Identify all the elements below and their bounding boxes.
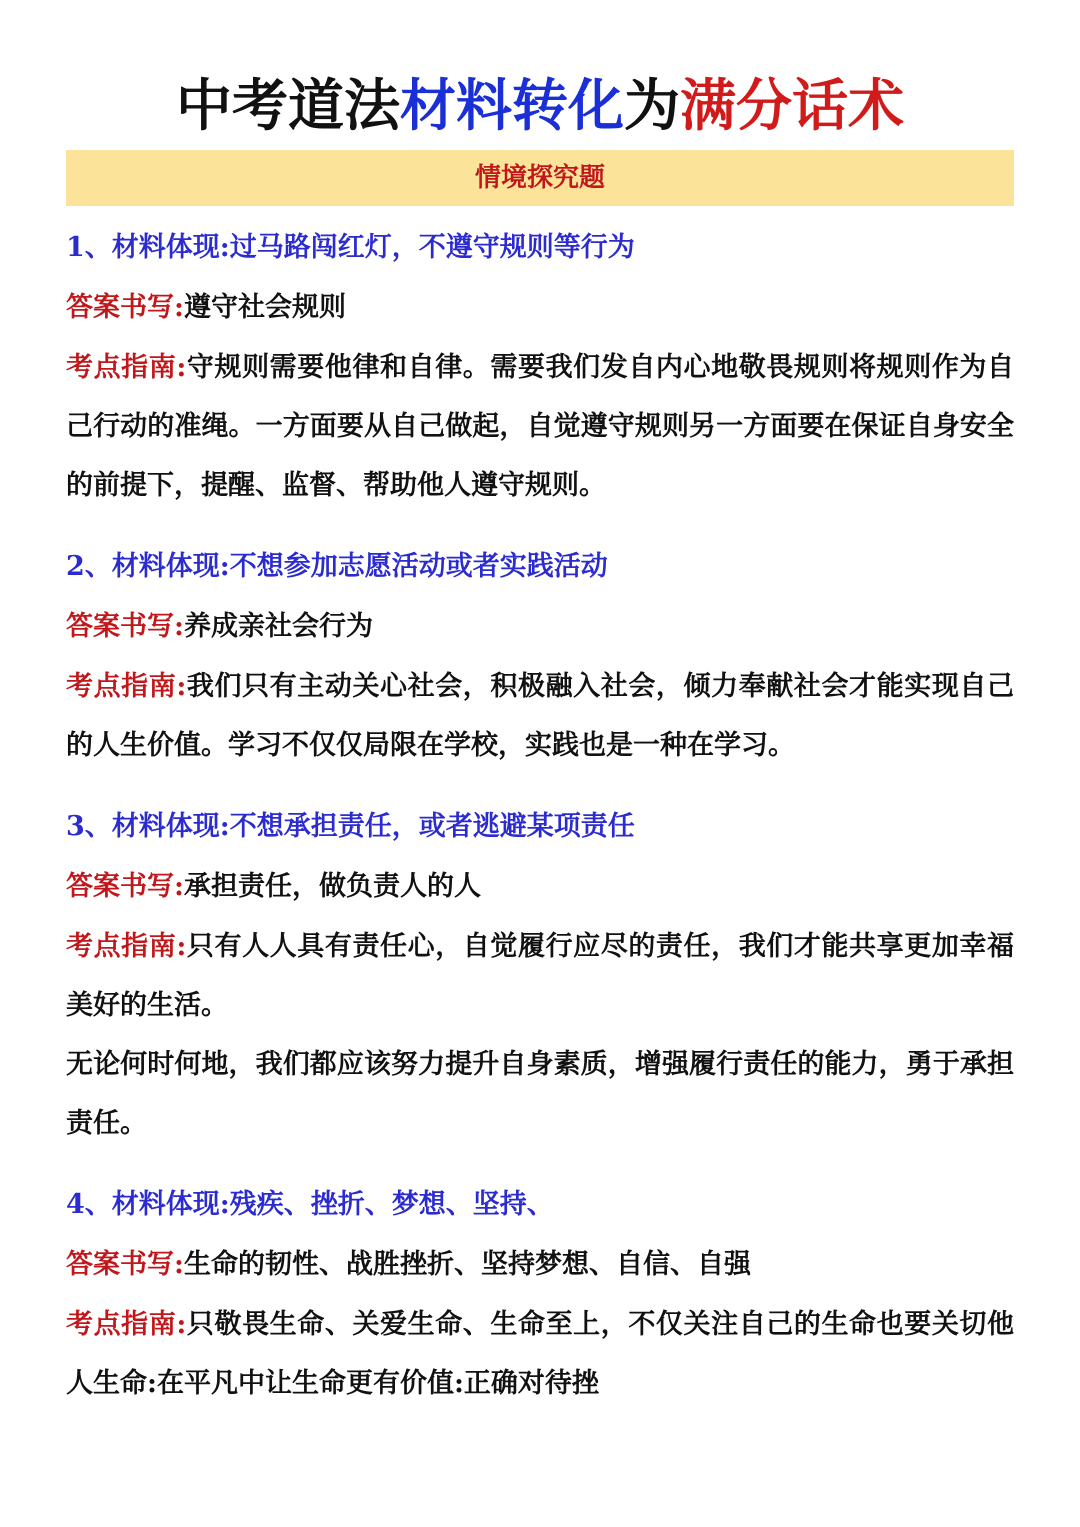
material-text: 不想承担责任，或者逃避某项责任 bbox=[229, 811, 635, 842]
title-part-4: 满分话术 bbox=[680, 73, 904, 139]
section-2 bbox=[66, 537, 1014, 775]
guide-label: 考点指南: bbox=[66, 671, 187, 702]
section-heading bbox=[66, 797, 1014, 857]
page-title bbox=[66, 0, 1014, 152]
section-heading bbox=[66, 218, 1014, 278]
guide-text: 守规则需要他律和自律。需要我们发自内心地敬畏规则将规则作为自己行动的准绳。一方面要从自己做起，自觉遵守规则另一方面要在保证自身安全的前提下，提醒、监督、帮助他人遵守规则。 bbox=[66, 352, 1015, 501]
guide-paragraph bbox=[66, 917, 1014, 1035]
title-part-1: 中考道法 bbox=[176, 73, 400, 139]
section-number: 2、 bbox=[66, 551, 112, 582]
answer-row bbox=[66, 278, 1014, 338]
answer-label: 答案书写: bbox=[66, 611, 184, 642]
guide-text: 只敬畏生命、关爱生命、生命至上，不仅关注自己的生命也要关切他人生命:在平凡中让生命更有价值:正确对待挫 bbox=[66, 1309, 1015, 1399]
material-label: 材料体现: bbox=[111, 1189, 230, 1220]
answer-text: 养成亲社会行为 bbox=[183, 611, 373, 642]
guide-paragraph bbox=[66, 1295, 1014, 1413]
section-number: 3、 bbox=[66, 811, 112, 842]
material-label: 材料体现: bbox=[111, 232, 230, 263]
material-text: 过马路闯红灯，不遵守规则等行为 bbox=[229, 232, 635, 263]
guide-text: 我们只有主动关心社会，积极融入社会，倾力奉献社会才能实现自己的人生价值。学习不仅仅局限在学校，实践也是一种在学习。 bbox=[66, 671, 1015, 761]
answer-row bbox=[66, 857, 1014, 917]
section-3 bbox=[66, 797, 1014, 1153]
answer-label: 答案书写: bbox=[66, 1249, 184, 1280]
answer-text: 承担责任，做负责人的人 bbox=[183, 871, 481, 902]
material-text: 残疾、挫折、梦想、坚持、 bbox=[229, 1189, 554, 1220]
material-text: 不想参加志愿活动或者实践活动 bbox=[229, 551, 608, 582]
section-number: 4、 bbox=[66, 1189, 112, 1220]
answer-row bbox=[66, 597, 1014, 657]
extra-paragraph: 无论何时何地，我们都应该努力提升自身素质，增强履行责任的能力，勇于承担责任。 bbox=[66, 1049, 1014, 1139]
answer-row bbox=[66, 1235, 1014, 1295]
section-1 bbox=[66, 218, 1014, 515]
section-heading bbox=[66, 537, 1014, 597]
material-label: 材料体现: bbox=[111, 811, 230, 842]
title-part-3: 为 bbox=[624, 73, 680, 139]
guide-label: 考点指南: bbox=[66, 352, 187, 383]
section-banner: 情境探究题 bbox=[66, 150, 1014, 206]
guide-label: 考点指南: bbox=[66, 931, 187, 962]
guide-paragraph bbox=[66, 657, 1014, 775]
sections-list bbox=[66, 218, 1014, 1413]
section-heading bbox=[66, 1175, 1014, 1235]
section-number: 1、 bbox=[66, 232, 112, 263]
material-label: 材料体现: bbox=[111, 551, 230, 582]
guide-paragraph bbox=[66, 338, 1014, 515]
section-4 bbox=[66, 1175, 1014, 1413]
guide-label: 考点指南: bbox=[66, 1309, 187, 1340]
answer-text: 遵守社会规则 bbox=[183, 292, 346, 323]
answer-text: 生命的韧性、战胜挫折、坚持梦想、自信、自强 bbox=[183, 1249, 751, 1280]
answer-label: 答案书写: bbox=[66, 292, 184, 323]
guide-text: 只有人人具有责任心，自觉履行应尽的责任，我们才能共享更加幸福美好的生活。 bbox=[66, 931, 1015, 1021]
title-part-2: 材料转化 bbox=[400, 73, 624, 139]
answer-label: 答案书写: bbox=[66, 871, 184, 902]
